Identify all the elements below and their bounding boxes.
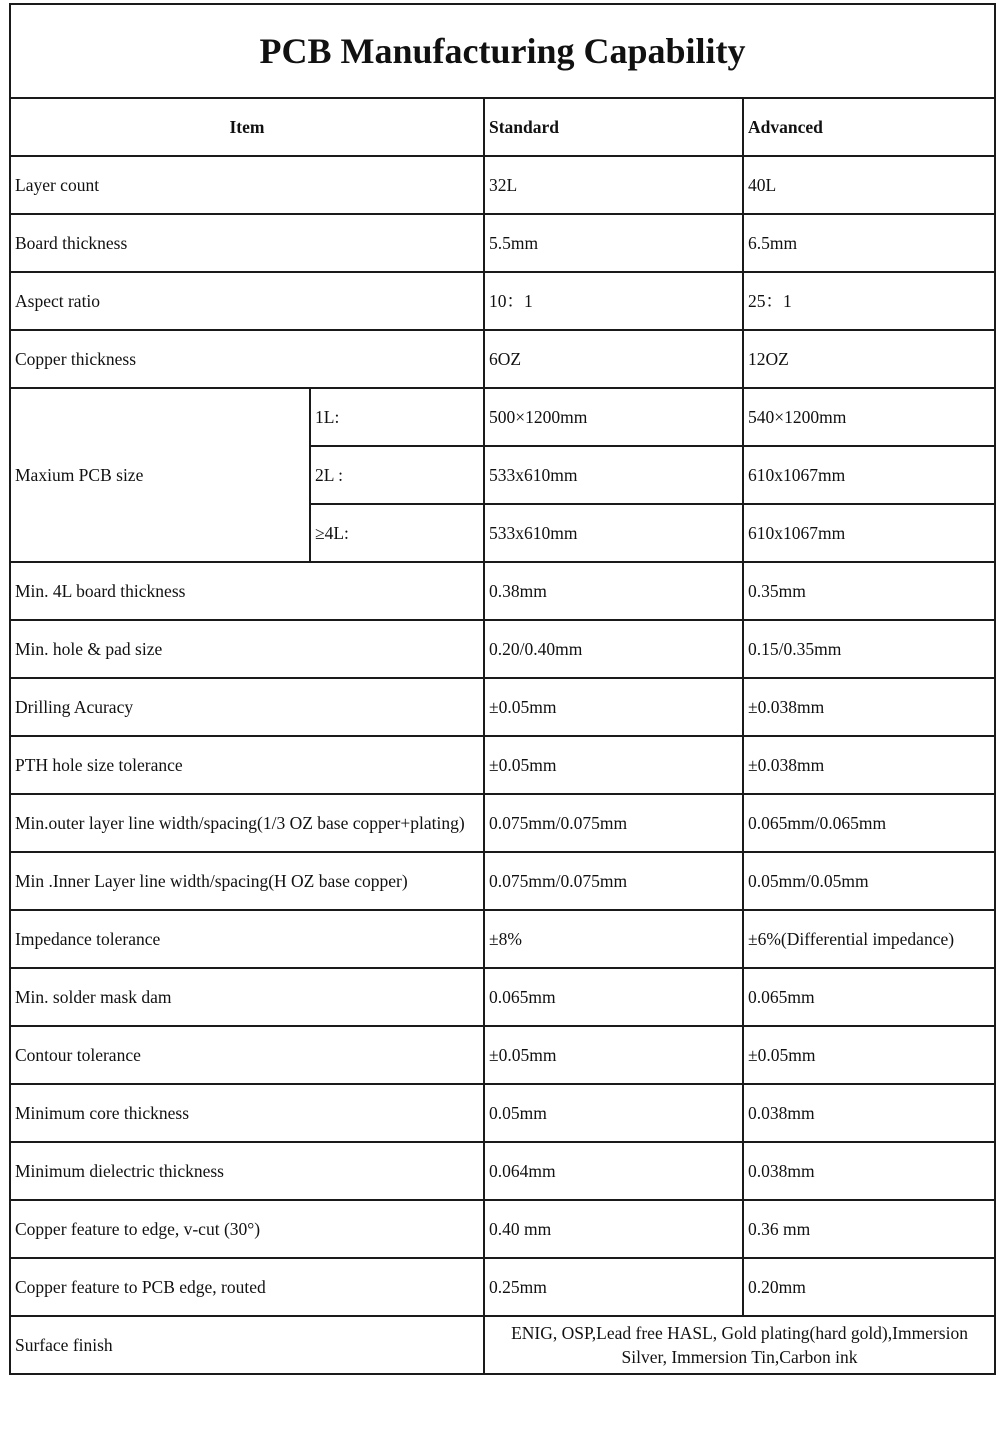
table-row — [10, 156, 995, 214]
advanced-cell: ±0.038mm — [743, 736, 995, 794]
item-cell: Min.outer layer line width/spacing(1/3 OZ base copper+plating) — [10, 794, 484, 852]
advanced-cell: 0.038mm — [743, 1142, 995, 1200]
advanced-cell: 40L — [743, 156, 995, 214]
advanced-cell: 25：1 — [743, 272, 995, 330]
item-cell: Board thickness — [10, 214, 484, 272]
standard-cell: 10：1 — [484, 272, 743, 330]
advanced-cell: 610x1067mm — [743, 446, 995, 504]
table-row — [10, 736, 995, 794]
advanced-cell: ±0.038mm — [743, 678, 995, 736]
standard-cell: 0.20/0.40mm — [484, 620, 743, 678]
item-cell: Min. hole & pad size — [10, 620, 484, 678]
layer-cell: 1L: — [310, 388, 484, 446]
table-row — [10, 1258, 995, 1316]
standard-cell: 0.065mm — [484, 968, 743, 1026]
advanced-cell: 0.36 mm — [743, 1200, 995, 1258]
standard-cell: ±0.05mm — [484, 736, 743, 794]
standard-cell: 500×1200mm — [484, 388, 743, 446]
pcb-size-row — [10, 388, 995, 446]
table-row — [10, 1026, 995, 1084]
standard-cell: 0.40 mm — [484, 1200, 743, 1258]
header-item: Item — [10, 98, 484, 156]
page-title: PCB Manufacturing Capability — [10, 4, 995, 98]
advanced-cell: 0.15/0.35mm — [743, 620, 995, 678]
item-cell: Min. solder mask dam — [10, 968, 484, 1026]
advanced-cell: 0.35mm — [743, 562, 995, 620]
item-cell: Minimum core thickness — [10, 1084, 484, 1142]
item-cell: Contour tolerance — [10, 1026, 484, 1084]
item-cell: Surface finish — [10, 1316, 484, 1374]
title-row — [10, 4, 995, 98]
item-cell: Drilling Acuracy — [10, 678, 484, 736]
item-cell: Min .Inner Layer line width/spacing(H OZ base copper) — [10, 852, 484, 910]
item-cell: Copper thickness — [10, 330, 484, 388]
standard-cell: 0.38mm — [484, 562, 743, 620]
surface-finish-row — [10, 1316, 995, 1374]
advanced-cell: 540×1200mm — [743, 388, 995, 446]
standard-cell: 0.075mm/0.075mm — [484, 852, 743, 910]
item-cell: Impedance tolerance — [10, 910, 484, 968]
advanced-cell: 610x1067mm — [743, 504, 995, 562]
capability-table — [9, 3, 996, 1375]
standard-cell: 533x610mm — [484, 446, 743, 504]
layer-cell: ≥4L: — [310, 504, 484, 562]
table-row — [10, 852, 995, 910]
table-row — [10, 1142, 995, 1200]
item-cell: PTH hole size tolerance — [10, 736, 484, 794]
standard-cell: 6OZ — [484, 330, 743, 388]
item-cell: Copper feature to edge, v-cut (30°) — [10, 1200, 484, 1258]
standard-cell: ±0.05mm — [484, 1026, 743, 1084]
layer-cell: 2L : — [310, 446, 484, 504]
standard-cell: 5.5mm — [484, 214, 743, 272]
table-row — [10, 1084, 995, 1142]
table-row — [10, 910, 995, 968]
table-row — [10, 794, 995, 852]
advanced-cell: 0.05mm/0.05mm — [743, 852, 995, 910]
item-cell: Minimum dielectric thickness — [10, 1142, 484, 1200]
advanced-cell: 0.065mm — [743, 968, 995, 1026]
header-standard: Standard — [484, 98, 743, 156]
advanced-cell: 6.5mm — [743, 214, 995, 272]
standard-cell: 0.25mm — [484, 1258, 743, 1316]
standard-cell: 0.05mm — [484, 1084, 743, 1142]
surface-finish-value: ENIG, OSP,Lead free HASL, Gold plating(hard gold),Immersion Silver, Immersion Tin,Carbon ink — [484, 1316, 995, 1374]
advanced-cell: 12OZ — [743, 330, 995, 388]
table-row — [10, 330, 995, 388]
advanced-cell: ±0.05mm — [743, 1026, 995, 1084]
table-row — [10, 620, 995, 678]
advanced-cell: 0.065mm/0.065mm — [743, 794, 995, 852]
standard-cell: 533x610mm — [484, 504, 743, 562]
standard-cell: ±0.05mm — [484, 678, 743, 736]
item-cell: Aspect ratio — [10, 272, 484, 330]
standard-cell: 0.064mm — [484, 1142, 743, 1200]
advanced-cell: 0.038mm — [743, 1084, 995, 1142]
advanced-cell: 0.20mm — [743, 1258, 995, 1316]
table-row — [10, 968, 995, 1026]
advanced-cell: ±6%(Differential impedance) — [743, 910, 995, 968]
table-row — [10, 272, 995, 330]
item-cell: Min. 4L board thickness — [10, 562, 484, 620]
item-cell: Maxium PCB size — [10, 388, 310, 562]
header-advanced: Advanced — [743, 98, 995, 156]
table-row — [10, 562, 995, 620]
item-cell: Layer count — [10, 156, 484, 214]
table-row — [10, 1200, 995, 1258]
table-row — [10, 678, 995, 736]
standard-cell: 0.075mm/0.075mm — [484, 794, 743, 852]
table-row — [10, 214, 995, 272]
header-row — [10, 98, 995, 156]
standard-cell: ±8% — [484, 910, 743, 968]
standard-cell: 32L — [484, 156, 743, 214]
item-cell: Copper feature to PCB edge, routed — [10, 1258, 484, 1316]
